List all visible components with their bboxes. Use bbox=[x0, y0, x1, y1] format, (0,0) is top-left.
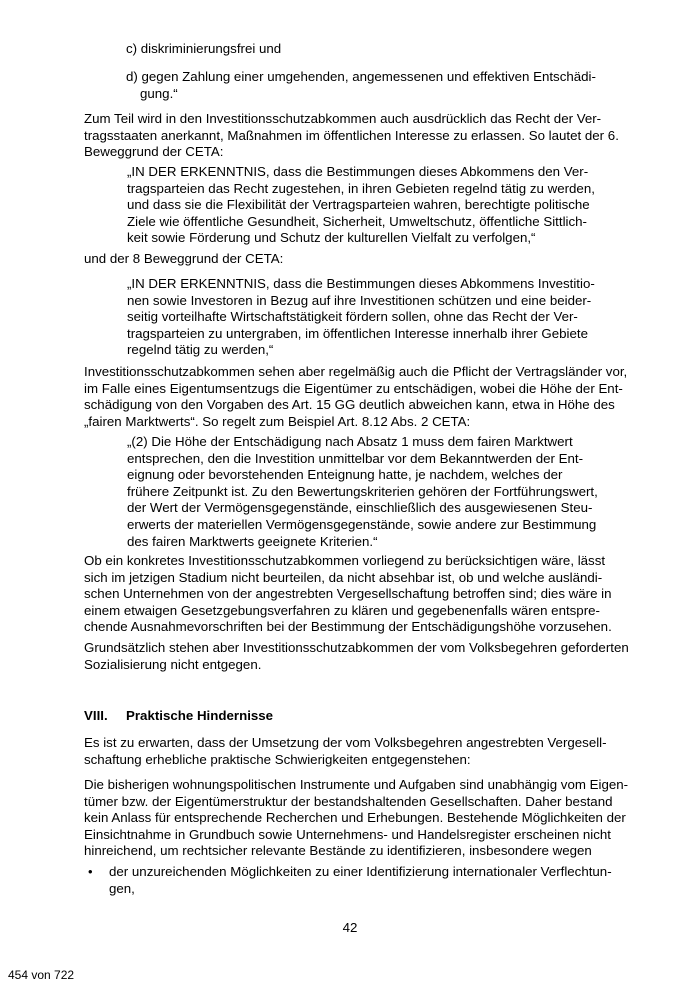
paragraph-1: Zum Teil wird in den Investitionsschutzabkommen auch ausdrücklich das Recht der Ver- tragsstaaten anerkannt, Maßnahmen im öffentlichen Interesse zu erlassen. So lautet der 6. Beweggrund der CETA: bbox=[84, 111, 619, 160]
paragraph-4: Ob ein konkretes Investitionsschutzabkommen vorliegend zu berücksichtigen wäre, lässt sich im jetzigen Stadium nicht beurteilen, da nicht absehbar ist, ob und welche ausländi- schen Unternehmen von der angestrebten Vergesellschaftung betroffen sind; dies wäre in einem etwaigen Gesetzgebungsverfahren zu klären und gegebenenfalls wären entspre- chende Ausnahmevorschriften bei der Bestimmung der Entschädigungshöhe vorzusehen. bbox=[84, 553, 612, 635]
list-item-c: c) diskriminierungsfrei und bbox=[126, 41, 282, 56]
paragraph-3: Investitionsschutzabkommen sehen aber regelmäßig auch die Pflicht der Vertragsländer vor, im Falle eines Eigentumsentzugs die Eigentümer zu entschädigen, wobei die Höhe der Ent- schädigung von den Vorgaben des Art. 15 GG deutlich abweichen kann, etwa in Höhe des „fairen Marktwerts“. So regelt zum Beispiel Art. 8.12 Abs. 2 CETA: bbox=[84, 364, 628, 429]
section-title: Praktische Hindernisse bbox=[126, 708, 274, 723]
paragraph-5: Grundsätzlich stehen aber Investitionsschutzabkommen der vom Volksbegehren geforderten Sozialisierung nicht entgegen. bbox=[84, 640, 629, 672]
list-item-d: d) gegen Zahlung einer umgehenden, angemessenen und effektiven Entschädi- gung.“ bbox=[126, 69, 596, 101]
block-quote-2: „IN DER ERKENNTNIS, dass die Bestimmungen dieses Abkommens Investitio- nen sowie Investoren in Bezug auf ihre Investitionen schützen und eine beider- seitig vorteilhafte Wirtschaftstätigkeit fördern sollen, ohne das Recht der Ver- tragsparteien zu untergraben, im öffentlichen Interesse innerhalb ihrer Gebiete regelnd tätig zu werden,“ bbox=[127, 276, 595, 358]
block-quote-3: „(2) Die Höhe der Entschädigung nach Absatz 1 muss dem fairen Marktwert entsprechen, den die Investition unmittelbar vor dem Bekanntwerden der Ent- eignung oder bevorstehenden Enteignung hatte, je nachdem, welches der frühere Zeitpunkt ist. Zu den Bewertungskriterien gehören der Fortführungswert, der Wert der Vermögensgegenstände, einschließlich des ausgewiesenen Steu- erwerts der materiellen Vermögensgegenstände, sowie andere zur Bestimmung des fairen Marktwerts geeignete Kriterien.“ bbox=[127, 434, 598, 549]
bullet-icon: • bbox=[88, 864, 93, 879]
paragraph-7: Die bisherigen wohnungspolitischen Instrumente und Aufgaben sind unabhängig vom Eigen- tümer bzw. der Eigentümerstruktur der bestandshaltenden Gesellschaften. Daher bestand kein Anlass für entsprechende Recherchen und Erhebungen. Bestehende Möglichkeiten der Einsichtnahme in Grundbuch sowie Unternehmens- und Handelsregister erscheinen nicht hinreichend, um rechtsicher relevante Bestände zu identifizieren, insbesondere wegen bbox=[84, 777, 629, 859]
page-counter-footer: 454 von 722 bbox=[8, 968, 75, 982]
paragraph-6: Es ist zu erwarten, dass der Umsetzung der vom Volksbegehren angestrebten Vergesell- schaftung erhebliche praktische Schwierigkeiten entgegenstehen: bbox=[84, 735, 607, 767]
section-heading bbox=[84, 708, 273, 725]
bullet-item-1: der unzureichenden Möglichkeiten zu einer Identifizierung internationaler Verflechtun- gen, bbox=[109, 864, 612, 896]
page-number: 42 bbox=[342, 920, 358, 935]
block-quote-1: „IN DER ERKENNTNIS, dass die Bestimmungen dieses Abkommens den Ver- tragsparteien das Recht zugestehen, in ihren Gebieten regelnd tätig zu werden, und dass sie die Flexibilität der Vertragsparteien wahren, berechtigte politische Ziele wie öffentliche Gesundheit, Sicherheit, Umweltschutz, öffentliche Sittlich- keit sowie Förderung und Schutz der kulturellen Vielfalt zu verfolgen,“ bbox=[127, 164, 595, 246]
paragraph-2: und der 8 Beweggrund der CETA: bbox=[84, 251, 284, 266]
section-number: VIII. bbox=[84, 708, 108, 723]
